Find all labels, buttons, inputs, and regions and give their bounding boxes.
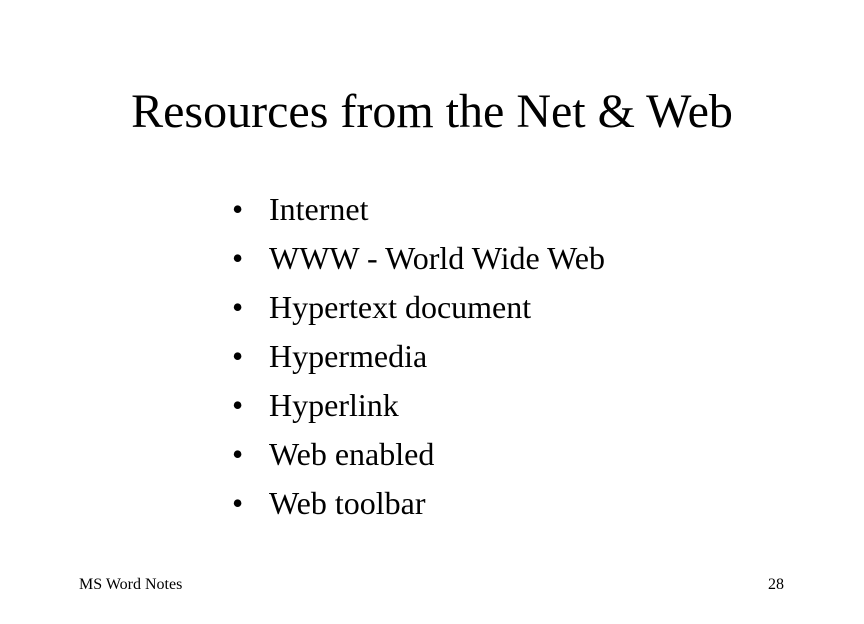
bullet-item-web-enabled	[232, 434, 605, 483]
footer-title: MS Word Notes	[79, 576, 183, 593]
bullet-text: Hyperlink	[269, 387, 399, 423]
bullet-text: Hypertext document	[269, 289, 532, 325]
bullet-icon: •	[232, 191, 244, 227]
bullet-icon: •	[232, 240, 244, 276]
bullet-item-www	[232, 238, 605, 287]
bullet-item-hypertext-document	[232, 287, 605, 336]
bullet-item-hypermedia	[232, 336, 605, 385]
bullet-icon: •	[232, 338, 244, 374]
bullet-list	[232, 189, 605, 532]
bullet-text: Web enabled	[269, 436, 435, 472]
page-number: 28	[768, 576, 784, 593]
bullet-icon: •	[232, 289, 244, 325]
bullet-icon: •	[232, 436, 244, 472]
bullet-text: WWW - World Wide Web	[269, 240, 605, 276]
bullet-icon: •	[232, 485, 244, 521]
bullet-text: Hypermedia	[269, 338, 428, 374]
bullet-icon: •	[232, 387, 244, 423]
bullet-item-hyperlink	[232, 385, 605, 434]
bullet-text: Web toolbar	[269, 485, 426, 521]
slide-title: Resources from the Net & Web	[131, 85, 733, 138]
bullet-text: Internet	[269, 191, 369, 227]
bullet-item-internet	[232, 189, 605, 238]
bullet-item-web-toolbar	[232, 483, 605, 532]
